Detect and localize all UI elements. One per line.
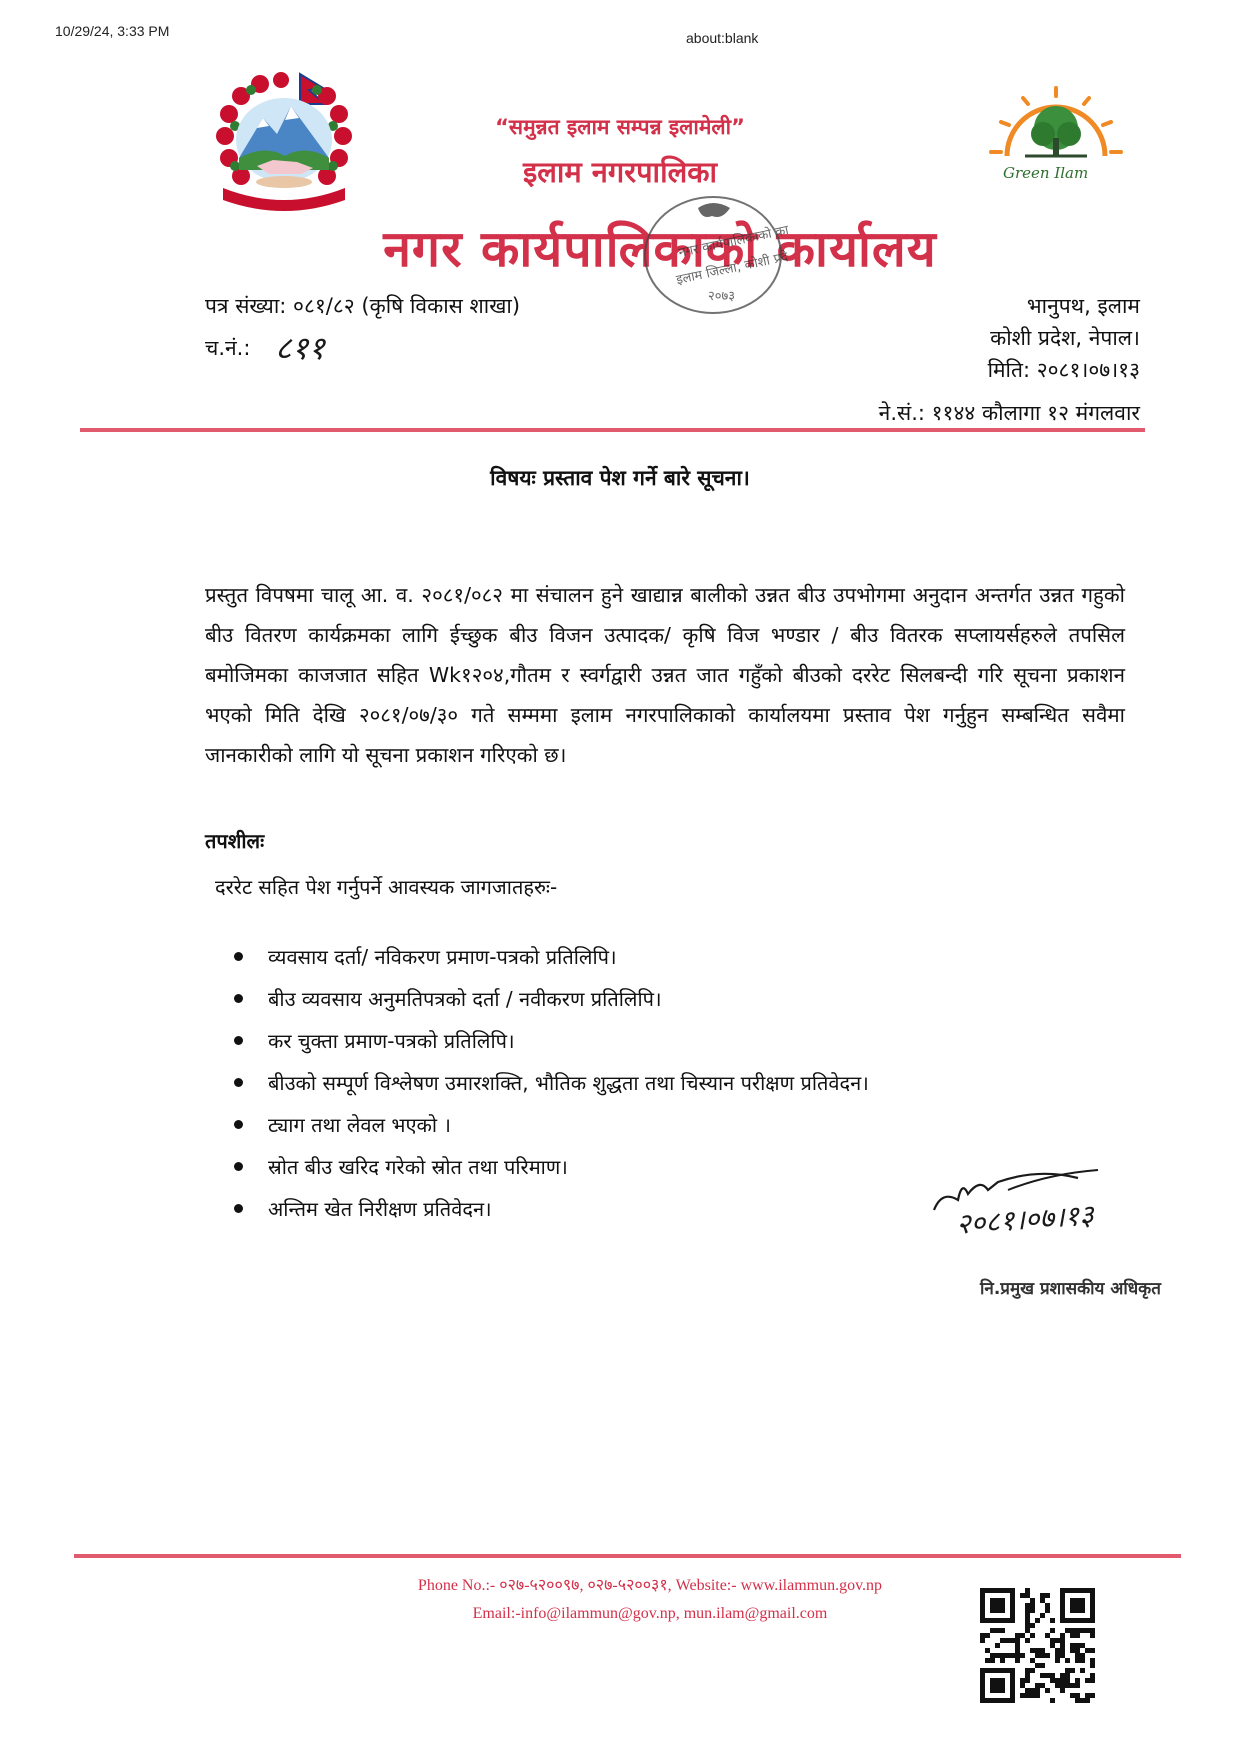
dispatch-label: च.नं.:: [205, 336, 251, 360]
bullet: [234, 1078, 243, 1087]
address-line1: भानुपथ, इलाम: [1026, 294, 1140, 318]
bullet: [234, 994, 243, 1003]
seal-text-line1: नगर कार्यपालिकाको कार्यालय: [677, 217, 788, 261]
requirement-text: बीउ व्यवसाय अनुमतिपत्रको दर्ता / नवीकरण प्रतिलिपि।: [268, 987, 662, 1011]
list-item: [234, 978, 869, 1020]
footer-email: Email:-info@ilammun@gov.np, mun.ilam@gmail.com: [472, 1605, 828, 1622]
requirement-text: बीउको सम्पूर्ण विश्लेषण उमारशक्ति, भौतिक शुद्धता तथा चिस्यान परीक्षण प्रतिवेदन।: [268, 1071, 869, 1095]
nepal-emblem-logo: [205, 66, 363, 216]
list-item: [234, 1104, 869, 1146]
requirement-text: कर चुक्ता प्रमाण-पत्रको प्रतिलिपि।: [268, 1029, 515, 1053]
list-item: [234, 1188, 869, 1230]
seal-text-line3: २०७३: [708, 289, 736, 304]
address-line2: कोशी प्रदेश, नेपाल।: [990, 326, 1140, 350]
signature-date: २०८१।०७।१३: [955, 1198, 1095, 1241]
bullet: [234, 1120, 243, 1129]
green-ilam-logo-text: Green Ilam: [1003, 164, 1089, 182]
requirement-text: ट्याग तथा लेवल भएको ।: [268, 1113, 452, 1137]
nepal-sambat-date: ने.सं.: ११४४ कौलागा १२ मंगलवार: [878, 401, 1140, 425]
dispatch-number-handwritten: ८११: [275, 329, 325, 367]
handwritten-signature: [928, 1160, 1168, 1260]
bullet: [234, 1204, 243, 1213]
motto: “समुन्नत इलाम सम्पन्न इलामेली”: [495, 115, 745, 139]
seal-text-line2: इलाम जिल्ला, कोशी प्रदेश,नेपाल: [674, 241, 788, 288]
print-datetime: 10/29/24, 3:33 PM: [55, 23, 170, 39]
letter-date: मिति: २०८१।०७।१३: [987, 358, 1140, 382]
print-url: about:blank: [686, 30, 759, 46]
green-ilam-logo: [985, 82, 1127, 192]
requirement-text: व्यवसाय दर्ता/ नविकरण प्रमाण-पत्रको प्रतिलिपि।: [268, 945, 617, 969]
qr-code: [980, 1588, 1095, 1703]
requirement-text: अन्तिम खेत निरीक्षण प्रतिवेदन।: [268, 1197, 492, 1221]
notice-paragraph: प्रस्तुत विपषमा चालू आ. व. २०८१/०८२ मा संचालन हुने खाद्यान्न बालीको उन्नत बीउ उपभोगमा अनुदान अन्तर्गत उन्नत गहुको बीउ वितरण कार्यक्रमका लागि ईच्छुक बीउ विजन उत्पादक/ कृषि विज भण्डार / बीउ वितरक सप्लायर्सहरुले तपसिल बमोजिमका काजजात सहित Wk१२०४,गौतम र स्वर्गद्वारी उन्नत जात गहुँको बीउको दररेट सिलबन्दी गरि सूचना प्रकाशन भएको मिति देखि २०८१/०७/३० गते सम्ममा इलाम नगरपालिकाको कार्यालयमा प्रस्ताव पेश गर्नुहुन सम्बन्धित सवैमा जानकारीको लागि यो सूचना प्रकाशन गरिएको छ।: [205, 583, 1125, 767]
list-item: [234, 1146, 869, 1188]
footer-divider: [74, 1554, 1181, 1558]
signatory-designation: नि.प्रमुख प्रशासकीय अधिकृत: [980, 1279, 1161, 1299]
footer-phone-website: Phone No.:- ०२७-५२००९७, ०२७-५२००३१, Website:- www.ilammun.gov.np: [417, 1577, 883, 1594]
subject: विषयः प्रस्ताव पेश गर्ने बारे सूचना।: [490, 466, 750, 490]
requirements-intro: दररेट सहित पेश गर्नुपर्ने आवस्यक जागजातहरुः-: [215, 875, 558, 899]
letter-number: पत्र संख्या: ०८१/८२ (कृषि विकास शाखा): [205, 294, 521, 318]
requirement-text: स्रोत बीउ खरिद गरेको स्रोत तथा परिमाण।: [268, 1155, 568, 1179]
bullet: [234, 1162, 243, 1171]
header-divider: [80, 428, 1145, 432]
tapasil-heading: तपशीलः: [205, 829, 265, 853]
office-name: नगर कार्यपालिकाको कार्यालय: [383, 220, 937, 278]
requirements-list: [234, 936, 869, 1230]
bullet: [234, 1036, 243, 1045]
list-item: [234, 936, 869, 978]
municipality-name: इलाम नगरपालिका: [522, 155, 718, 189]
office-seal-stamp: [638, 190, 788, 320]
bullet: [234, 952, 243, 961]
list-item: [234, 1062, 869, 1104]
list-item: [234, 1020, 869, 1062]
